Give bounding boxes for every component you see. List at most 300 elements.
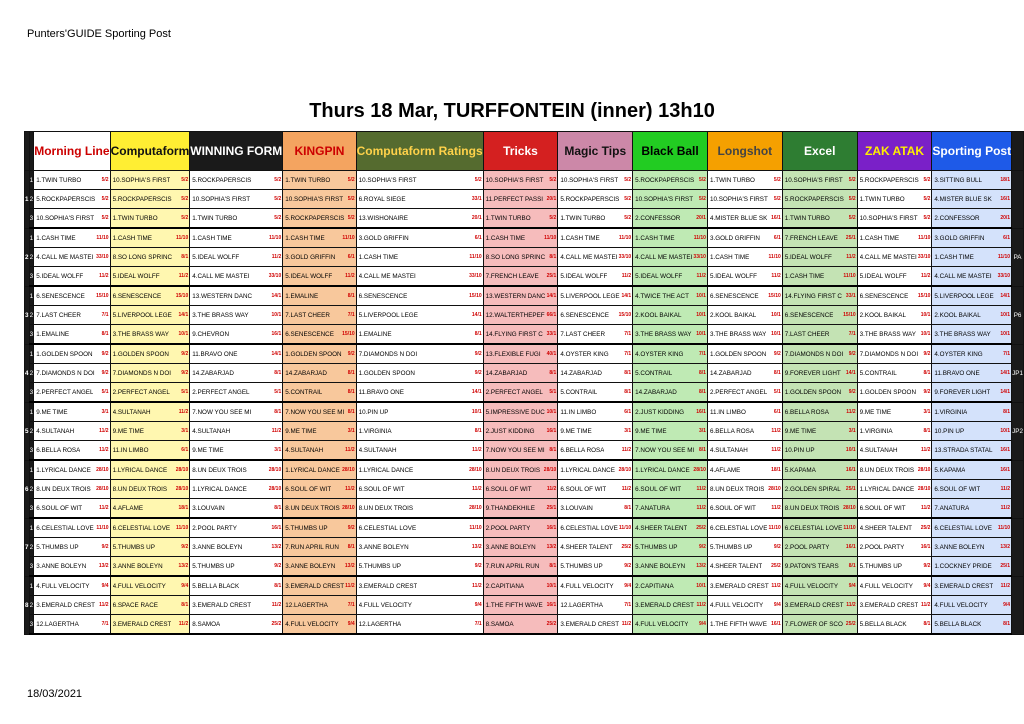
- tip-cell: [356, 248, 483, 267]
- horse-odds: 11/10: [918, 235, 931, 241]
- horse-odds: 8/1: [347, 293, 355, 299]
- selection-row: [25, 171, 1024, 190]
- tipster-header: [857, 132, 932, 171]
- horse-odds: 15/10: [768, 293, 781, 299]
- horse-odds: 9/2: [474, 351, 482, 357]
- horse-name: 6.SENESCENCE: [285, 330, 334, 338]
- horse-name: 1.LYRICAL DANCE: [192, 485, 247, 493]
- horse-odds: 16/1: [271, 525, 282, 531]
- horse-odds: 5/2: [549, 215, 557, 221]
- horse-odds: 13/2: [1000, 544, 1011, 550]
- tip-cell: [190, 596, 283, 615]
- tip-cell: [633, 344, 708, 364]
- horse-name: 2.KOOL BAIKAL: [709, 311, 757, 319]
- horse-odds: 10/1: [271, 312, 282, 318]
- horse-odds: 8/1: [698, 370, 706, 376]
- horse-odds: 28/10: [469, 467, 482, 473]
- horse-name: 3.GOLD GRIFFIN: [709, 234, 760, 242]
- horse-name: 4.AFLAME: [709, 466, 741, 474]
- selection-row: [25, 615, 1024, 635]
- tip-cell: [857, 557, 932, 577]
- horse-odds: 5/2: [848, 215, 856, 221]
- horse-odds: 25/2: [920, 525, 931, 531]
- tip-cell: [34, 576, 110, 596]
- horse-name: 4.OYSTER KING: [635, 350, 684, 358]
- tip-cell: [356, 615, 483, 635]
- horse-name: 5.ROCKPAPERSCIS: [112, 195, 172, 203]
- horse-odds: 9/2: [347, 525, 355, 531]
- horse-name: 6.CELESTIAL LOVE: [709, 524, 768, 532]
- horse-odds: 11/10: [768, 525, 781, 531]
- tip-cell: [857, 460, 932, 480]
- horse-odds: 11/10: [269, 235, 282, 241]
- horse-odds: 5/1: [549, 389, 557, 395]
- horse-name: 4.CALL ME MASTEI: [859, 253, 917, 261]
- horse-name: 4.SULTANAH: [709, 446, 748, 454]
- horse-name: 3.ANNE BOLEYN: [192, 543, 243, 551]
- tip-cell: [283, 286, 356, 306]
- tip-cell: [190, 460, 283, 480]
- horse-name: 1.CASH TIME: [358, 253, 399, 261]
- tip-cell: [34, 190, 110, 209]
- tipster-name: ZAK ATAK: [864, 143, 925, 158]
- horse-name: 2.POOL PARTY: [192, 524, 237, 532]
- tip-cell: [558, 480, 633, 499]
- horse-odds: 8/1: [347, 544, 355, 550]
- tip-cell: [110, 364, 190, 383]
- horse-name: 3.THE BRASS WAY: [859, 330, 916, 338]
- horse-name: 5.ROCKPAPERSCIS: [192, 176, 252, 184]
- horse-name: 7.DIAMONDS N DOI: [36, 369, 95, 377]
- horse-name: 12.LAGERTHA: [358, 620, 402, 628]
- horse-name: 1.TWIN TURBO: [112, 214, 158, 222]
- tip-cell: [483, 190, 558, 209]
- tip-cell: [356, 190, 483, 209]
- horse-name: 3.THE BRASS WAY: [635, 330, 692, 338]
- tip-cell: [558, 171, 633, 190]
- horse-name: 10.SOPHIA'S FIRST: [859, 214, 918, 222]
- horse-odds: 5/2: [698, 177, 706, 183]
- horse-name: 1.CASH TIME: [859, 234, 900, 242]
- horse-odds: 5/1: [773, 389, 781, 395]
- tip-cell: [633, 538, 708, 557]
- horse-name: 6.CELESTIAL LOVE: [36, 524, 94, 532]
- tip-cell: [782, 422, 857, 441]
- horse-odds: 5/2: [181, 177, 189, 183]
- tip-cell: [633, 190, 708, 209]
- horse-name: 13.FLEXIBLE FUGI: [485, 350, 541, 358]
- horse-odds: 11/10: [997, 254, 1011, 260]
- horse-odds: 16/1: [771, 621, 781, 627]
- horse-odds: 6/1: [181, 447, 189, 453]
- horse-name: 9.ME TIME: [285, 427, 317, 435]
- tip-cell: [782, 171, 857, 190]
- tip-cell: [110, 267, 190, 287]
- horse-name: 5.BELLA BLACK: [192, 582, 240, 590]
- horse-name: 1.TWIN TURBO: [784, 214, 830, 222]
- tip-cell: [857, 171, 932, 190]
- tip-cell: [857, 576, 932, 596]
- horse-name: 3.ANNE BOLEYN: [934, 543, 985, 551]
- horse-name: 4.CALL ME MASTEI: [934, 272, 992, 280]
- horse-name: 7.LAST CHEER: [784, 330, 830, 338]
- tip-cell: [857, 344, 932, 364]
- horse-name: 2.PERFECT ANGEL: [709, 388, 768, 396]
- tip-cell: [857, 364, 932, 383]
- horse-odds: 11/2: [99, 273, 109, 279]
- horse-name: 5.IDEAL WOLFF: [112, 272, 160, 280]
- horse-name: 5.ROCKPAPERSCIS: [859, 176, 919, 184]
- horse-name: 5.CONTRAIL: [859, 369, 897, 377]
- horse-odds: 10/1: [1000, 312, 1011, 318]
- tip-cell: [782, 267, 857, 287]
- horse-odds: 5/1: [101, 389, 109, 395]
- tip-cell: [707, 596, 782, 615]
- tip-cell: [857, 615, 932, 635]
- tip-cell: [34, 171, 110, 190]
- tip-cell: [782, 557, 857, 577]
- tip-cell: [932, 364, 1012, 383]
- tip-cell: [857, 286, 932, 306]
- horse-odds: 10/1: [178, 331, 189, 337]
- horse-name: 2.PERFECT ANGEL: [192, 388, 250, 396]
- horse-name: 6.SENESCENCE: [859, 292, 909, 300]
- tip-cell: [932, 228, 1012, 248]
- horse-odds: 33/10: [96, 254, 109, 260]
- horse-name: 4.SHEER TALENT: [709, 562, 763, 570]
- horse-name: 1.TWIN TURBO: [285, 176, 331, 184]
- horse-name: 3.GOLD GRIFFIN: [285, 253, 336, 261]
- tip-cell: [283, 171, 356, 190]
- tip-cell: [782, 228, 857, 248]
- horse-odds: 5/1: [274, 389, 282, 395]
- horse-odds: 9/2: [848, 351, 856, 357]
- horse-odds: 11/2: [271, 428, 282, 434]
- horse-name: 3.GOLD GRIFFIN: [934, 234, 985, 242]
- horse-odds: 9/2: [101, 544, 109, 550]
- horse-name: 7.NOW YOU SEE MI: [192, 408, 252, 416]
- tip-cell: [34, 499, 110, 519]
- horse-name: 12.LAGERTHA: [560, 601, 603, 609]
- horse-name: 7.DIAMONDS N DOI: [112, 369, 172, 377]
- horse-name: 1.CASH TIME: [285, 234, 325, 242]
- horse-name: 3.ANNE BOLEYN: [635, 562, 686, 570]
- horse-name: 4.SULTANAH: [112, 408, 151, 416]
- horse-name: 7.DIAMONDS N DOI: [358, 350, 418, 358]
- horse-odds: 11/10: [176, 235, 189, 241]
- horse-odds: 8/1: [549, 447, 557, 453]
- horse-name: 6.CELESTIAL LOVE: [784, 524, 843, 532]
- horse-odds: 11/10: [96, 525, 109, 531]
- horse-name: 5.BELLA BLACK: [934, 620, 982, 628]
- horse-odds: 9/2: [923, 351, 931, 357]
- horse-odds: 9/4: [181, 583, 189, 589]
- horse-name: 3.THE BRASS WAY: [709, 330, 767, 338]
- tip-cell: [857, 267, 932, 287]
- tip-cell: [190, 190, 283, 209]
- horse-odds: 9/2: [923, 389, 931, 395]
- horse-name: 1.CASH TIME: [635, 234, 675, 242]
- horse-name: 2.PERFECT ANGEL: [485, 388, 543, 396]
- horse-odds: 25/2: [696, 525, 706, 531]
- horse-name: 3.LOUVAIN: [560, 504, 593, 512]
- tip-cell: [558, 286, 633, 306]
- horse-odds: 9/4: [347, 621, 355, 627]
- horse-name: 4.FULL VELOCITY: [36, 582, 90, 590]
- horse-odds: 14/1: [271, 293, 282, 299]
- horse-name: 3.SITTING BULL: [934, 176, 983, 184]
- horse-name: 1.CASH TIME: [485, 234, 526, 242]
- horse-name: 2.POOL PARTY: [485, 524, 531, 532]
- tip-cell: [34, 228, 110, 248]
- tipster-header-row: [25, 132, 1024, 171]
- tip-cell: [633, 286, 708, 306]
- tip-cell: [190, 441, 283, 461]
- horse-odds: 11/10: [693, 235, 706, 241]
- horse-odds: 16/1: [1000, 447, 1011, 453]
- tip-cell: [483, 576, 558, 596]
- horse-name: 1.THE FIFTH WAVE: [485, 601, 543, 609]
- horse-name: 4.FULL VELOCITY: [285, 620, 339, 628]
- race-number: 8: [25, 576, 30, 634]
- horse-odds: 11/2: [771, 273, 781, 279]
- horse-odds: 10/1: [696, 331, 706, 337]
- horse-odds: 8/1: [923, 428, 931, 434]
- horse-odds: 8/1: [181, 602, 189, 608]
- horse-name: 10.PIN UP: [784, 446, 815, 454]
- tip-cell: [633, 615, 708, 635]
- tip-cell: [558, 306, 633, 325]
- horse-name: 7.RUN APRIL RUN: [285, 543, 339, 551]
- tip-cell: [707, 190, 782, 209]
- horse-name: 4.FULL VELOCITY: [560, 582, 614, 590]
- horse-name: 13.WESTERN DANC: [192, 292, 253, 300]
- horse-name: 6.SPACE RACE: [112, 601, 158, 609]
- horse-odds: 5/2: [474, 177, 482, 183]
- horse-name: 1.VIRGINIA: [859, 427, 893, 435]
- horse-odds: 16/1: [845, 544, 856, 550]
- horse-odds: 20/1: [546, 196, 557, 202]
- horse-odds: 7/1: [624, 602, 632, 608]
- horse-odds: 8/1: [274, 583, 282, 589]
- tip-cell: [633, 228, 708, 248]
- tip-cell: [483, 364, 558, 383]
- horse-name: 4.SHEER TALENT: [859, 524, 912, 532]
- tip-cell: [932, 576, 1012, 596]
- horse-odds: 8/1: [347, 370, 355, 376]
- horse-name: 6.SOUL OF WIT: [358, 485, 405, 493]
- horse-name: 3.EMERALD CREST: [112, 620, 172, 628]
- horse-name: 8.UN DEUX TROIS: [485, 466, 541, 474]
- horse-odds: 16/1: [920, 544, 931, 550]
- tip-cell: [190, 383, 283, 403]
- tip-cell: [190, 538, 283, 557]
- horse-name: 5.ROCKPAPERSCIS: [784, 195, 844, 203]
- selection-position: 2: [29, 190, 34, 209]
- tip-cell: [633, 557, 708, 577]
- horse-odds: 10/1: [696, 293, 706, 299]
- selection-row: [25, 306, 1024, 325]
- horse-name: 9.ME TIME: [192, 446, 224, 454]
- pool-code: P6: [1012, 286, 1024, 344]
- horse-name: 14.ZABARJAD: [709, 369, 752, 377]
- horse-odds: 33/1: [471, 196, 482, 202]
- horse-name: 11.IN LIMBO: [560, 408, 597, 416]
- horse-odds: 11/2: [846, 409, 856, 415]
- horse-name: 4.FULL VELOCITY: [709, 601, 764, 609]
- horse-name: 2.KOOL BAIKAL: [934, 311, 981, 319]
- horse-odds: 25/2: [271, 621, 282, 627]
- selection-row: [25, 344, 1024, 364]
- tip-cell: [483, 596, 558, 615]
- tip-cell: [190, 344, 283, 364]
- tip-cell: [110, 228, 190, 248]
- tip-cell: [707, 538, 782, 557]
- selection-row: [25, 209, 1024, 229]
- tip-cell: [110, 286, 190, 306]
- horse-name: 5.THUMBS UP: [192, 562, 235, 570]
- horse-name: 5.IDEAL WOLFF: [560, 272, 608, 280]
- horse-odds: 25/2: [621, 544, 632, 550]
- tip-cell: [932, 267, 1012, 287]
- horse-odds: 11/2: [920, 447, 931, 453]
- tip-cell: [356, 306, 483, 325]
- tip-cell: [34, 209, 110, 229]
- tipster-name: WINNING FORM: [190, 143, 283, 158]
- horse-odds: 28/10: [543, 467, 557, 473]
- horse-odds: 15/10: [917, 293, 931, 299]
- horse-odds: 15/10: [175, 293, 189, 299]
- horse-name: 6.SENESCENCE: [358, 292, 408, 300]
- tip-cell: [190, 615, 283, 635]
- horse-odds: 7/1: [698, 351, 706, 357]
- tip-cell: [34, 248, 110, 267]
- tip-cell: [356, 344, 483, 364]
- tip-cell: [110, 190, 190, 209]
- horse-odds: 5/2: [274, 177, 282, 183]
- page-title: Thurs 18 Mar, TURFFONTEIN (inner) 13h10: [309, 100, 715, 122]
- horse-name: 3.LOUVAIN: [192, 504, 225, 512]
- horse-odds: 11/2: [546, 486, 557, 492]
- horse-odds: 11/2: [178, 409, 189, 415]
- horse-odds: 13/2: [98, 563, 109, 569]
- tipster-header: [633, 132, 708, 171]
- horse-odds: 11/10: [469, 525, 482, 531]
- horse-odds: 33/10: [618, 254, 632, 260]
- tip-cell: [190, 499, 283, 519]
- horse-name: 5.IDEAL WOLFF: [784, 253, 832, 261]
- horse-name: 12.LAGERTHA: [285, 601, 328, 609]
- tip-cell: [932, 286, 1012, 306]
- tip-cell: [633, 518, 708, 538]
- horse-name: 7.NOW YOU SEE MI: [285, 408, 345, 416]
- horse-odds: 33/10: [268, 273, 282, 279]
- tip-cell: [558, 248, 633, 267]
- selection-row: [25, 325, 1024, 345]
- tip-cell: [356, 209, 483, 229]
- horse-odds: 11/2: [99, 505, 109, 511]
- horse-name: 3.EMERALD CREST: [709, 582, 769, 590]
- tip-cell: [932, 596, 1012, 615]
- horse-odds: 9/2: [923, 563, 931, 569]
- horse-name: 4.FULL VELOCITY: [635, 620, 689, 628]
- tip-cell: [932, 402, 1012, 422]
- tip-cell: [857, 228, 932, 248]
- selection-position: 2: [29, 538, 34, 557]
- tip-cell: [34, 402, 110, 422]
- horse-name: 4.FULL VELOCITY: [112, 582, 166, 590]
- horse-name: 5.THUMBS UP: [358, 562, 401, 570]
- horse-odds: 28/10: [96, 467, 109, 473]
- horse-name: 10.SOPHIA'S FIRST: [285, 195, 344, 203]
- horse-odds: 7/1: [347, 602, 355, 608]
- tip-cell: [558, 422, 633, 441]
- horse-odds: 3/1: [181, 428, 189, 434]
- tip-cell: [283, 344, 356, 364]
- tipster-header: [283, 132, 356, 171]
- horse-odds: 7/1: [101, 312, 109, 318]
- horse-name: 10.SOPHIA'S FIRST: [358, 176, 417, 184]
- race-number: 5: [25, 402, 30, 460]
- tip-cell: [110, 306, 190, 325]
- tip-cell: [283, 190, 356, 209]
- horse-name: 2.KOOL BAIKAL: [859, 311, 906, 319]
- tipster-header: [707, 132, 782, 171]
- pool-code: JP1: [1012, 344, 1024, 402]
- horse-name: 7.NOW YOU SEE MI: [485, 446, 545, 454]
- horse-odds: 11/2: [621, 621, 632, 627]
- selection-row: [25, 228, 1024, 248]
- horse-name: 3.ANNE BOLEYN: [485, 543, 536, 551]
- horse-odds: 8/1: [1003, 621, 1011, 627]
- horse-name: 4.TWICE THE ACT: [635, 292, 689, 300]
- tip-cell: [483, 325, 558, 345]
- horse-name: 1.THE FIFTH WAVE: [709, 620, 767, 628]
- horse-odds: 11/2: [771, 428, 781, 434]
- horse-name: 2.GOLDEN SPIRAL: [784, 485, 841, 493]
- horse-odds: 14/1: [546, 293, 557, 299]
- horse-name: 11.BRAVO ONE: [934, 369, 980, 377]
- tip-cell: [483, 402, 558, 422]
- tip-cell: [190, 286, 283, 306]
- horse-odds: 5/2: [181, 215, 189, 221]
- tip-cell: [857, 422, 932, 441]
- horse-name: 7.LAST CHEER: [285, 311, 330, 319]
- horse-odds: 7/1: [848, 331, 856, 337]
- horse-odds: 11/2: [771, 583, 781, 589]
- tipster-name: Black Ball: [641, 143, 699, 158]
- horse-odds: 20/1: [696, 215, 706, 221]
- tip-cell: [190, 422, 283, 441]
- horse-name: 5.THUMBS UP: [560, 562, 603, 570]
- horse-name: 1.CASH TIME: [784, 272, 825, 280]
- horse-odds: 14/1: [178, 312, 189, 318]
- horse-odds: 14/1: [845, 370, 856, 376]
- horse-odds: 11/2: [920, 505, 931, 511]
- tip-cell: [782, 364, 857, 383]
- horse-odds: 25/2: [546, 621, 557, 627]
- tipster-name: Longshot: [717, 143, 773, 158]
- tip-cell: [483, 286, 558, 306]
- tip-cell: [356, 499, 483, 519]
- horse-odds: 5/2: [923, 215, 931, 221]
- horse-odds: 8/1: [474, 428, 482, 434]
- horse-odds: 8/1: [274, 505, 282, 511]
- horse-odds: 11/2: [696, 273, 706, 279]
- selection-position: 1: [29, 576, 34, 596]
- horse-name: 5.IDEAL WOLFF: [285, 272, 333, 280]
- horse-name: 9.CHEVRON: [192, 330, 229, 338]
